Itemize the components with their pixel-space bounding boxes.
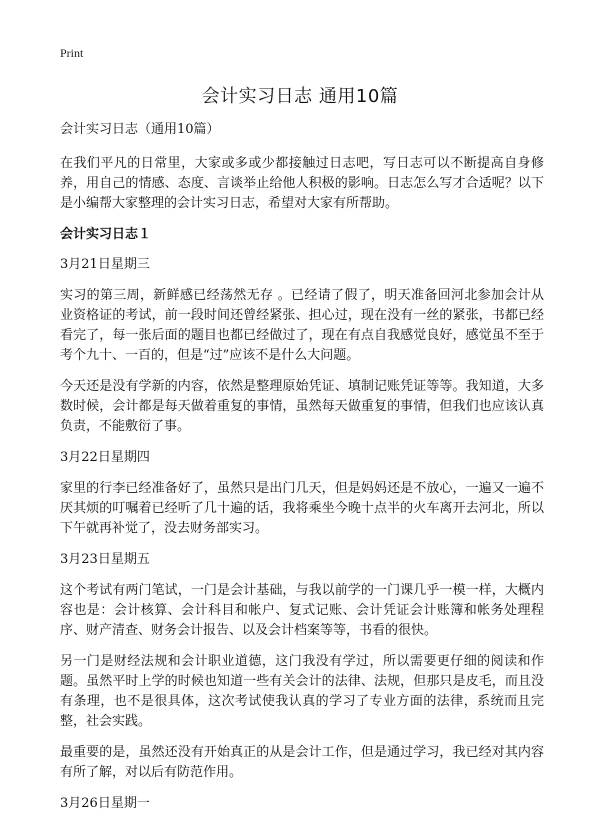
intro-paragraph: 在我们平凡的日常里，大家或多或少都接触过日志吧，写日志可以不断提高自身修养，用自己的情感、态度、言谈举止给他人积极的影响。日志怎么写才合适呢？以下是小编帮大家整理的会计实习日志，希望对大家有所帮助。 (60, 156, 544, 211)
entry-paragraph: 这个考试有两门笔试，一门是会计基础，与我以前学的一门课几乎一模一样，大概内容也是：会计核算、会计科目和帐户、复式记账、会计凭证会计账簿和帐务处理程序、财产清查、财务会计报告、以及会计档案等等，书看的很快。 (60, 583, 544, 638)
article-subtitle: 会计实习日志（通用10篇） (60, 122, 220, 137)
entry-date: 3月23日星期五 (60, 552, 150, 567)
entry-paragraph: 今天还是没有学新的内容，依然是整理原始凭证、填制记账凭证等等。我知道，大多数时候，会计都是每天做着重复的事情，虽然每天做重复的事情，但我们也应该认真负责，不能敷衍了事。 (60, 379, 544, 434)
article-body (60, 120, 544, 825)
entry-date: 3月26日星期一 (60, 796, 150, 811)
entry-date: 3月21日星期三 (60, 257, 150, 272)
entry-paragraph: 另一门是财经法规和会计职业道德，这门我没有学过，所以需要更仔细的阅读和作题。虽然平时上学的时候也知道一些有关会计的法律、法规，但那只是皮毛，而且没有条理，也不是很具体，这次考试使我认真的学习了专业方面的法律，系统而且完整，社会实践。 (60, 654, 544, 729)
entry-paragraph: 最重要的是，虽然还没有开始真正的从是会计工作，但是通过学习，我已经对其内容有所了解，对以后有防范作用。 (60, 745, 544, 780)
entry-paragraph: 家里的行李已经准备好了，虽然只是出门几天，但是妈妈还是不放心，一遍又一遍不厌其烦的叮嘱着已经听了几十遍的话，我将乘坐今晚十点半的火车离开去河北，所以下午就再补觉了，没去财务部实习。 (60, 481, 544, 536)
print-link[interactable]: Print (60, 46, 84, 60)
section-heading: 会计实习日志１ (60, 227, 152, 242)
entry-paragraph: 实习的第三周，新鲜感已经荡然无存 。已经请了假了，明天准备回河北参加会计从业资格证的考试，前一段时间还曾经紧张、担心过，现在没有一丝的紧张，书都已经看完了，每一张后面的题目也都已经做过了，现在有点自我感觉良好，感觉虽不至于考个九十、一百的，但是“过”应该不是什么大问题。 (60, 288, 544, 363)
page-title: 会计实习日志 通用10篇 (201, 86, 399, 107)
entry-date: 3月22日星期四 (60, 450, 150, 465)
